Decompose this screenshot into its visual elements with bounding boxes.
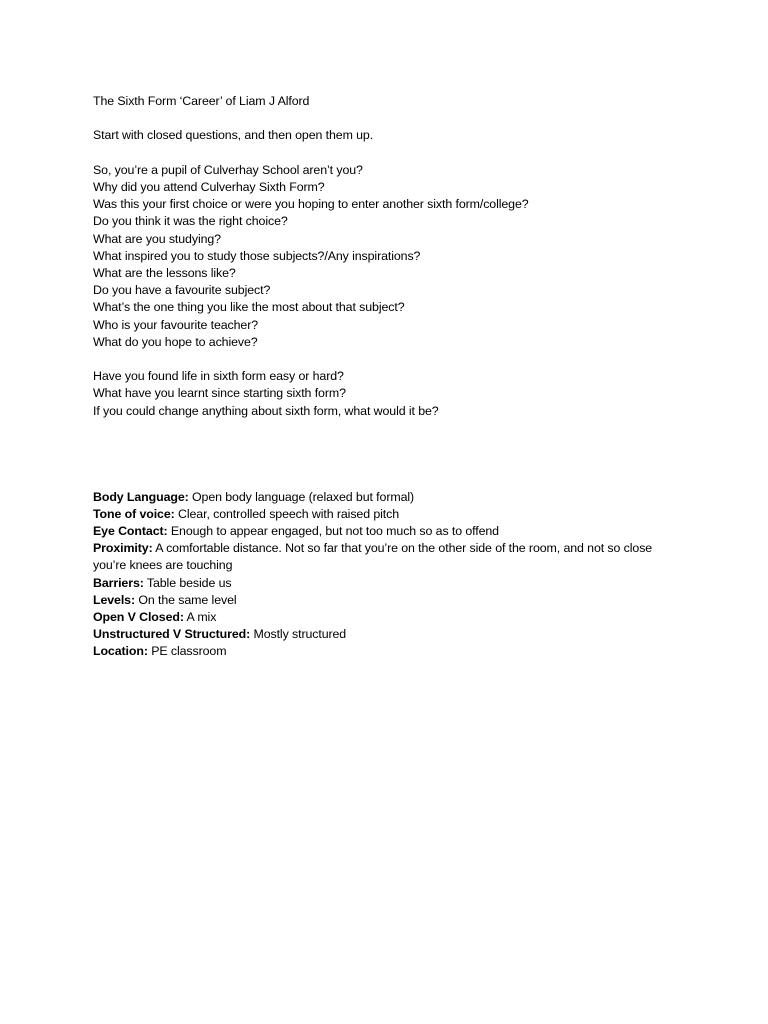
field-levels (93, 592, 693, 609)
field-label: Location: (93, 644, 148, 659)
question-line: What are the lessons like? (93, 266, 236, 280)
question-line: If you could change anything about sixth form, what would it be? (93, 403, 439, 418)
field-value: A comfortable distance. Not so far that you’re on the other side of the room, and not so close you’re knees are touching (93, 541, 653, 573)
field-value: Table beside us (143, 575, 232, 590)
field-value: Mostly structured (250, 627, 347, 642)
field-label: Unstructured V Structured: (93, 627, 251, 642)
question-list-1 (93, 162, 693, 351)
question-line: Was this your first choice or were you hoping to enter another sixth form/college? (93, 197, 529, 212)
question-line: Why did you attend Culverhay Sixth Form? (93, 179, 325, 194)
field-value: Clear, controlled speech with raised pitch (174, 506, 400, 521)
question-line: What do you hope to achieve? (93, 334, 258, 349)
question-list-2 (93, 368, 693, 420)
field-barriers (93, 575, 693, 592)
field-tone-of-voice (93, 506, 693, 523)
field-value: Open body language (relaxed but formal) (188, 489, 415, 504)
question-line: What have you learnt since starting sixth form? (93, 386, 346, 401)
question-line: So, you’re a pupil of Culverhay School aren’t you? (93, 162, 363, 177)
document-title: The Sixth Form ‘Career’ of Liam J Alford (93, 94, 310, 108)
field-open-v-closed (93, 609, 693, 626)
field-label: Barriers: (93, 575, 144, 590)
field-label: Open V Closed: (93, 610, 184, 625)
field-value: On the same level (135, 592, 237, 607)
field-value: Enough to appear engaged, but not too much so as to offend (167, 524, 499, 539)
field-proximity (93, 540, 668, 574)
field-body-language (93, 489, 693, 506)
question-line: Do you think it was the right choice? (93, 214, 288, 229)
field-value: A mix (183, 610, 217, 625)
field-eye-contact (93, 523, 693, 540)
instruction-text: Start with closed questions, and then open them up. (93, 128, 374, 143)
field-label: Body Language: (93, 489, 189, 504)
field-label: Tone of voice: (93, 506, 175, 521)
interview-notes (93, 489, 693, 661)
field-label: Eye Contact: (93, 524, 168, 539)
question-line: Have you found life in sixth form easy or hard? (93, 369, 344, 384)
question-line: What inspired you to study those subjects?/Any inspirations? (93, 248, 421, 263)
field-location (93, 643, 693, 660)
field-value: PE classroom (147, 644, 227, 659)
question-line: Who is your favourite teacher? (93, 317, 259, 332)
field-label: Levels: (93, 592, 136, 607)
question-line: Do you have a favourite subject? (93, 283, 271, 298)
question-line: What are you studying? (93, 231, 221, 246)
document-body (93, 93, 693, 661)
question-line: What’s the one thing you like the most about that subject? (93, 300, 405, 315)
field-label: Proximity: (93, 541, 153, 556)
field-structure (93, 626, 693, 643)
